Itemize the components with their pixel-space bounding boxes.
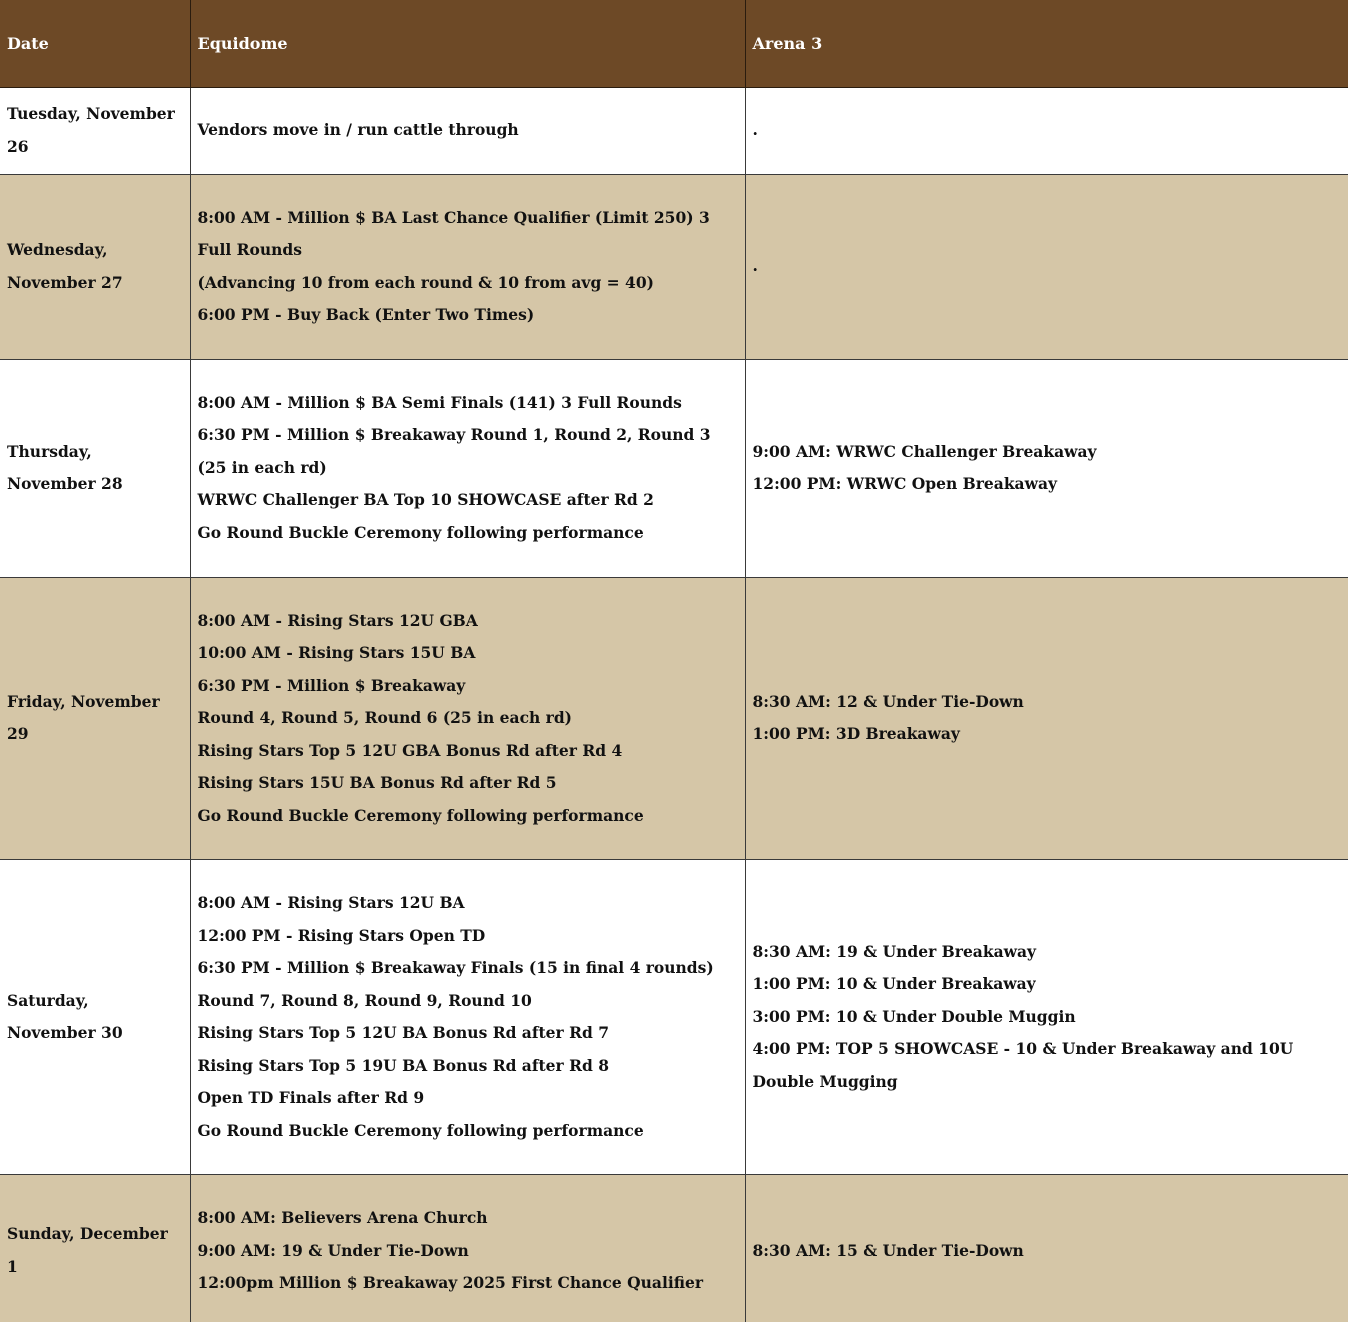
equidome-cell (190, 577, 745, 860)
event-line: 3:00 PM: 10 & Under Double Muggin (752, 1006, 1076, 1026)
table-header (0, 0, 1348, 87)
date-cell: Friday, November 29 (0, 577, 190, 860)
arena3-cell (745, 860, 1348, 1175)
event-line: 8:30 AM: 19 & Under Breakaway (752, 941, 1037, 961)
equidome-cell (190, 174, 745, 359)
equidome-cell (190, 87, 745, 174)
event-line: 8:00 AM: Believers Arena Church (197, 1208, 488, 1227)
event-line: 12:00 PM: WRWC Open Breakaway (752, 474, 1057, 493)
event-line: 12:00 PM - Rising Stars Open TD (197, 925, 486, 945)
table-row (0, 577, 1348, 860)
event-line: 10:00 AM - Rising Stars 15U BA (197, 643, 476, 662)
event-line: 9:00 AM: WRWC Challenger Breakaway (752, 441, 1097, 461)
event-line: 12:00pm Million $ Breakaway 2025 First Chance Qualifier (197, 1273, 704, 1292)
event-line: 1:00 PM: 3D Breakaway (752, 724, 960, 744)
event-line: 6:30 PM - Million $ Breakaway Finals (15 in final 4 rounds) (197, 958, 714, 977)
event-line: 8:00 AM - Rising Stars 12U BA (197, 893, 465, 912)
event-line: Round 4, Round 5, Round 6 (25 in each rd) (197, 708, 573, 727)
equidome-cell (190, 359, 745, 577)
event-line: WRWC Challenger BA Top 10 SHOWCASE after Rd 2 (197, 490, 654, 510)
event-line: 8:00 AM - Million $ BA Semi Finals (141) 3 Full Rounds (197, 392, 682, 412)
event-line: Go Round Buckle Ceremony following performance (197, 522, 644, 542)
event-line: Rising Stars Top 5 12U GBA Bonus Rd after Rd 4 (197, 740, 623, 760)
table-row (0, 359, 1348, 577)
date-cell: Thursday, November 28 (0, 359, 190, 577)
event-line: 8:00 AM - Rising Stars 12U GBA (197, 610, 478, 630)
event-line: 1:00 PM: 10 & Under Breakaway (752, 974, 1036, 994)
event-line: Go Round Buckle Ceremony following performance (197, 805, 644, 825)
event-line: Rising Stars Top 5 19U BA Bonus Rd after Rd 8 (197, 1055, 609, 1075)
arena3-cell (745, 1175, 1348, 1322)
event-line: Rising Stars Top 5 12U BA Bonus Rd after Rd 7 (197, 1023, 609, 1042)
event-line: Open TD Finals after Rd 9 (197, 1088, 425, 1107)
event-line: (Advancing 10 from each round & 10 from avg = 40) (197, 272, 654, 292)
date-cell: Tuesday, November 26 (0, 87, 190, 174)
event-line: Vendors move in / run cattle through (197, 120, 519, 140)
table-row (0, 1175, 1348, 1322)
header-row (0, 0, 1348, 87)
equidome-cell (190, 1175, 745, 1322)
arena3-cell (745, 174, 1348, 359)
event-line: 9:00 AM: 19 & Under Tie-Down (197, 1240, 469, 1260)
event-line: Go Round Buckle Ceremony following performance (197, 1120, 644, 1140)
arena3-cell (745, 577, 1348, 860)
event-line: 4:00 PM: TOP 5 SHOWCASE - 10 & Under Breakaway and 10U Double Mugging (752, 1039, 1294, 1091)
event-line: 8:30 AM: 12 & Under Tie-Down (752, 691, 1024, 711)
arena3-cell (745, 87, 1348, 174)
date-cell: Sunday, December 1 (0, 1175, 190, 1322)
event-line: 8:00 AM - Million $ BA Last Chance Qualifier (Limit 250) 3 Full Rounds (197, 207, 710, 259)
event-line: Round 7, Round 8, Round 9, Round 10 (197, 990, 532, 1010)
table-row (0, 87, 1348, 174)
header-date: Date (0, 0, 190, 87)
event-line: 6:30 PM - Million $ Breakaway Round 1, Round 2, Round 3 (25 in each rd) (197, 425, 711, 477)
event-line: Rising Stars 15U BA Bonus Rd after Rd 5 (197, 773, 557, 792)
date-cell: Saturday, November 30 (0, 860, 190, 1175)
event-line: . (752, 256, 758, 276)
event-line: . (752, 120, 758, 140)
table-body (0, 87, 1348, 1322)
header-arena3: Arena 3 (745, 0, 1348, 87)
date-cell: Wednesday, November 27 (0, 174, 190, 359)
event-line: 6:00 PM - Buy Back (Enter Two Times) (197, 305, 535, 324)
event-line: 6:30 PM - Million $ Breakaway (197, 675, 466, 695)
arena3-cell (745, 359, 1348, 577)
equidome-cell (190, 860, 745, 1175)
table-row (0, 174, 1348, 359)
table-row (0, 860, 1348, 1175)
event-line: 8:30 AM: 15 & Under Tie-Down (752, 1240, 1024, 1260)
header-equidome: Equidome (190, 0, 745, 87)
